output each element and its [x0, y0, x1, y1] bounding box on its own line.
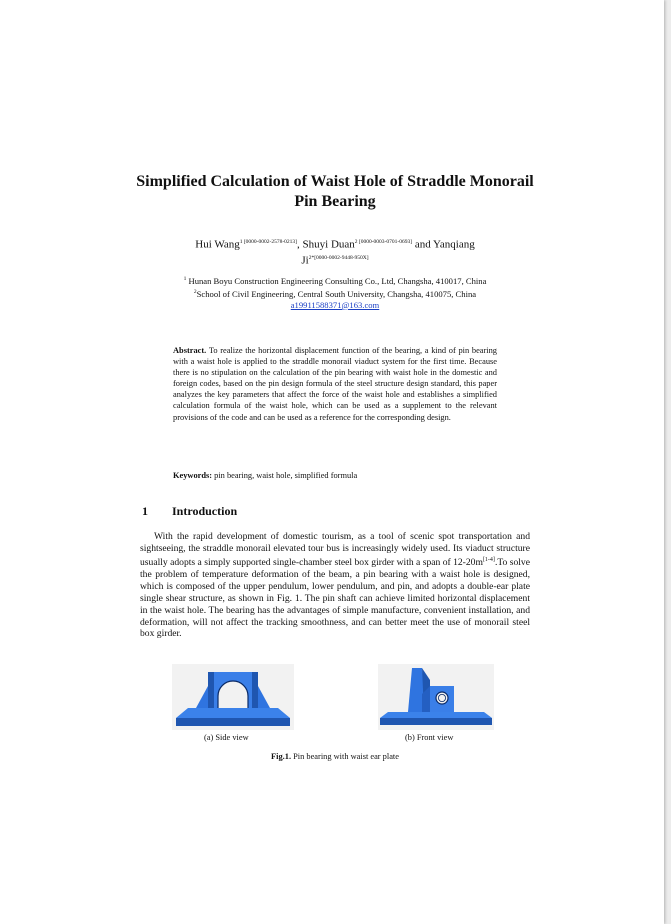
figure-caption [150, 752, 520, 761]
paragraph-text-part1: With the rapid development of domestic tourism, as a tool of scenic spot transportation and sightseeing, the straddle monorail elevated tour bus is increasingly widely used. Its viaduct structure usually adopts a simply supported single-chamber steel box girder with a span of 12-20m [140, 531, 530, 568]
affiliation-2 [100, 287, 570, 300]
section-title: Introduction [172, 504, 238, 518]
affiliations [100, 274, 570, 311]
figure-caption-text: Pin bearing with waist ear plate [293, 752, 399, 761]
section-heading-introduction [142, 504, 237, 519]
author-2-sup: 2 [0000-0003-0701-0693] [354, 239, 413, 245]
title-line-1: Simplified Calculation of Waist Hole of Straddle Monorail [136, 173, 534, 190]
base-plate-top [176, 708, 290, 718]
keywords-text: pin bearing, waist hole, simplified formula [214, 471, 358, 480]
figure-front-view [378, 664, 494, 730]
figure-side-view [172, 664, 294, 730]
author-1-name: Hui Wang [195, 238, 240, 251]
affiliation-1-sup: 1 [183, 276, 187, 282]
affiliation-2-text: School of Civil Engineering, Central South University, Changsha, 410075, China [196, 288, 477, 299]
abstract-text: To realize the horizontal displacement function of the bearing, a kind of pin bearing with a waist hole is applied to the straddle monorail viaduct system for the first time. Because there is no stipulation on the calculation of the pin bearing with waist hole in the domestic and foreign codes, based on the pin design formula of the steel structure design standard, this paper analyzes the key parameters that affect the force of the waist hole and establishes a simplified calculation formula of the waist hole, which can be used as a supplement to the relevant provisions of the code and can be used as a reference for the corresponding design. [173, 346, 497, 422]
author-3-sup: 2*[0000-0002-9448-950X] [308, 254, 369, 261]
base-plate-side [176, 718, 290, 726]
title-line-2: Pin Bearing [294, 193, 376, 210]
section-number: 1 [142, 504, 148, 518]
abstract-label: Abstract. [173, 346, 207, 355]
author-list [110, 236, 560, 267]
keywords-label: Keywords: [173, 471, 213, 480]
citation-ref: [1-4] [482, 556, 495, 563]
keywords [173, 470, 497, 481]
abstract [173, 345, 497, 423]
affiliation-2-sup: 2 [193, 288, 197, 295]
author-separator-1: , [297, 238, 303, 251]
affiliation-1-text: Hunan Boyu Construction Engineering Consulting Co., Ltd, Changsha, 410017, China [188, 275, 487, 286]
author-2-name: Shuyi Duan [302, 238, 355, 251]
introduction-paragraph [140, 531, 530, 640]
paper-title [100, 172, 570, 212]
author-separator-2: and Yanqiang [412, 238, 475, 251]
figure-sub-caption-b: (b) Front view [405, 733, 454, 742]
figure-sub-caption-a: (a) Side view [204, 733, 249, 742]
author-email-link[interactable]: a19911588371@163.com [290, 299, 380, 310]
author-1-sup: 1 [0000-0002-2578-0213] [239, 239, 298, 245]
pin-hole [436, 692, 448, 704]
paragraph-text-part2: .To solve the problem of temperature deformation of the beam, a pin bearing with a waist hole is designed, which is composed of the upper pendulum, lower pendulum, and pin, and adopts a double-ear plate single shear structure, as shown in Fig. 1. The pin shaft can achieve limited horizontal displacement in the waist hole. The bearing has the advantages of simple manufacture, convenient installation, and deformation, will not affect the tracking smoothness, and can better meet the use of monorail steel box girder. [140, 557, 530, 640]
author-3-name: Ji [301, 254, 309, 267]
affiliation-1 [100, 274, 570, 287]
figure-label: Fig.1. [271, 752, 292, 761]
